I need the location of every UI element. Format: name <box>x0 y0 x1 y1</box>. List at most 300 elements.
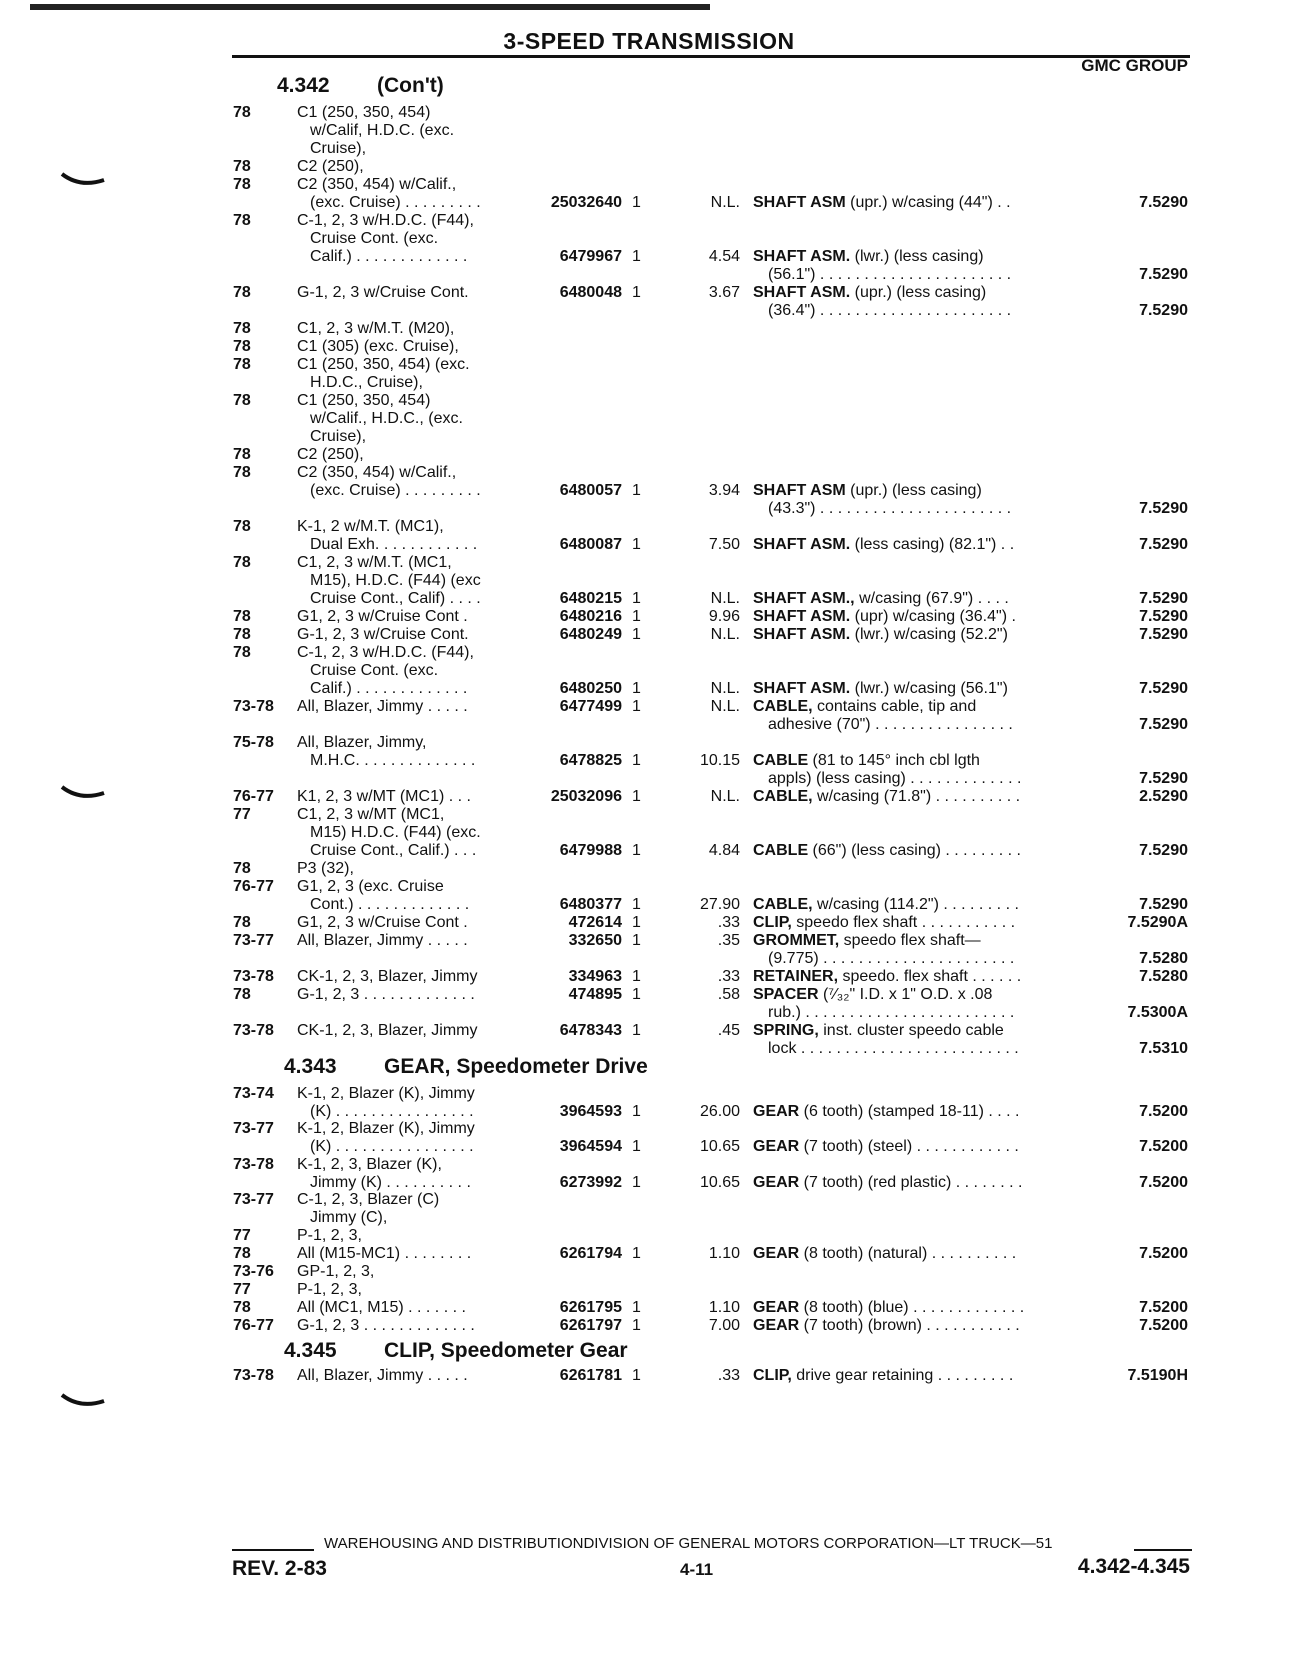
description <box>753 1317 1020 1335</box>
part-number: 6480249 <box>559 626 622 643</box>
model-year: 78 <box>233 554 251 571</box>
parts-line <box>0 788 1298 808</box>
application: (K) . . . . . . . . . . . . . . . . <box>310 1138 474 1155</box>
parts-line <box>0 590 1298 610</box>
group-number: 7.5200 <box>1139 1245 1188 1262</box>
quantity: 1 <box>632 1317 641 1334</box>
description-name: SHAFT ASM., <box>753 590 855 607</box>
description <box>753 536 1014 554</box>
description <box>753 1367 1013 1385</box>
group-number: 7.5290 <box>1139 302 1188 319</box>
model-year: 73-78 <box>233 1367 274 1384</box>
part-number: 6480377 <box>559 896 622 913</box>
application: G-1, 2, 3 w/Cruise Cont. <box>297 284 469 301</box>
description-detail: (66") (less casing) . . . . . . . . . <box>808 842 1021 859</box>
application: G-1, 2, 3 . . . . . . . . . . . . . <box>297 986 475 1003</box>
model-year: 78 <box>233 104 251 121</box>
section-title: CLIP, Speedometer Gear <box>384 1339 628 1362</box>
description-detail: drive gear retaining . . . . . . . . . <box>791 1367 1014 1384</box>
model-year: 78 <box>233 518 251 535</box>
description-name: GEAR <box>753 1138 800 1155</box>
parts-line <box>0 1227 1298 1247</box>
application: G1, 2, 3 w/Cruise Cont . <box>297 608 468 625</box>
parts-line <box>0 1120 1298 1140</box>
description-name: GEAR <box>753 1317 800 1334</box>
group-number: 7.5290 <box>1139 896 1188 913</box>
description <box>753 680 1008 698</box>
description <box>768 302 1011 320</box>
parts-line <box>0 914 1298 934</box>
model-year: 78 <box>233 1299 251 1316</box>
price: 9.96 <box>708 608 740 625</box>
parts-line <box>0 824 1298 844</box>
parts-line <box>0 338 1298 358</box>
parts-line <box>0 1245 1298 1265</box>
section-heading <box>277 74 444 98</box>
description <box>753 842 1021 860</box>
parts-line <box>0 428 1298 448</box>
description <box>753 896 1019 914</box>
parts-line <box>0 896 1298 916</box>
model-year: 78 <box>233 392 251 409</box>
description <box>753 1299 1024 1317</box>
quantity: 1 <box>632 194 641 211</box>
application: K1, 2, 3 w/MT (MC1) . . . <box>297 788 471 805</box>
title-rule <box>232 55 1190 58</box>
group-number: 7.5190H <box>1127 1367 1188 1384</box>
group-number: 7.5280 <box>1139 968 1188 985</box>
model-year: 77 <box>233 1281 251 1298</box>
price: N.L. <box>710 680 740 697</box>
group-number: 7.5290 <box>1139 608 1188 625</box>
parts-line <box>0 212 1298 232</box>
description-detail: adhesive (70") . . . . . . . . . . . . . . . . <box>768 716 1013 733</box>
parts-line <box>0 284 1298 304</box>
price: 7.50 <box>708 536 740 553</box>
parts-line <box>0 1209 1298 1229</box>
application: w/Calif., H.D.C., (exc. <box>310 410 463 427</box>
description <box>768 950 1014 968</box>
revision-label: REV. 2-83 <box>232 1557 327 1580</box>
description <box>768 716 1013 734</box>
part-number: 332650 <box>568 932 622 949</box>
application: K-1, 2 w/M.T. (MC1), <box>297 518 444 535</box>
description-detail: w/casing (71.8") . . . . . . . . . . <box>812 788 1021 805</box>
description-name: SHAFT ASM. <box>753 626 851 643</box>
model-year: 78 <box>233 356 251 373</box>
application: M15) H.D.C. (F44) (exc. <box>310 824 481 841</box>
model-year: 78 <box>233 320 251 337</box>
application: Jimmy (K) . . . . . . . . . . <box>310 1174 471 1191</box>
group-number: 7.5290 <box>1139 500 1188 517</box>
group-number: 7.5200 <box>1139 1317 1188 1334</box>
application: (exc. Cruise) . . . . . . . . . <box>310 482 481 499</box>
part-number: 6261781 <box>559 1367 622 1384</box>
parts-line <box>0 716 1298 736</box>
application: C1 (250, 350, 454) <box>297 104 431 121</box>
part-number: 472614 <box>568 914 622 931</box>
section-title: (Con't) <box>377 74 444 97</box>
application: P-1, 2, 3, <box>297 1227 362 1244</box>
description-detail: w/casing (114.2") . . . . . . . . . <box>812 896 1019 913</box>
application: All, Blazer, Jimmy, <box>297 734 427 751</box>
application: P-1, 2, 3, <box>297 1281 362 1298</box>
description <box>753 914 1015 932</box>
description-detail: (upr) w/casing (36.4") . <box>850 608 1016 625</box>
parts-line <box>0 734 1298 754</box>
parts-line <box>0 1263 1298 1283</box>
quantity: 1 <box>632 1022 641 1039</box>
description-detail: appls) (less casing) . . . . . . . . . . . . . <box>768 770 1022 787</box>
parts-line <box>0 248 1298 268</box>
model-year: 78 <box>233 608 251 625</box>
parts-line <box>0 986 1298 1006</box>
description <box>753 932 981 950</box>
description <box>753 590 1009 608</box>
description <box>753 1022 1004 1040</box>
application: Cruise Cont. (exc. <box>310 662 439 679</box>
description-name: CABLE <box>753 752 809 769</box>
quantity: 1 <box>632 680 641 697</box>
application: C2 (350, 454) w/Calif., <box>297 176 457 193</box>
description-detail: speedo. flex shaft . . . . . . <box>838 968 1022 985</box>
parts-line <box>0 158 1298 178</box>
group-number: 7.5200 <box>1139 1138 1188 1155</box>
application: P3 (32), <box>297 860 354 877</box>
description-name: GROMMET, <box>753 932 840 949</box>
quantity: 1 <box>632 284 641 301</box>
model-year: 78 <box>233 464 251 481</box>
application: (K) . . . . . . . . . . . . . . . . <box>310 1103 474 1120</box>
group-number: 7.5310 <box>1139 1040 1188 1057</box>
parts-line <box>0 968 1298 988</box>
parts-line <box>0 104 1298 124</box>
description-name: SHAFT ASM. <box>753 284 851 301</box>
description-detail: (36.4") . . . . . . . . . . . . . . . . . . . . . . <box>768 302 1012 319</box>
model-year: 78 <box>233 212 251 229</box>
model-year: 78 <box>233 338 251 355</box>
price: 26.00 <box>699 1103 740 1120</box>
model-year: 78 <box>233 644 251 661</box>
parts-line <box>0 1022 1298 1042</box>
application: H.D.C., Cruise), <box>310 374 423 391</box>
application: CK-1, 2, 3, Blazer, Jimmy <box>297 968 478 985</box>
price: N.L. <box>710 698 740 715</box>
quantity: 1 <box>632 608 641 625</box>
part-number: 6480048 <box>559 284 622 301</box>
description <box>768 1040 1019 1058</box>
group-number: 7.5290 <box>1139 266 1188 283</box>
group-number: 7.5200 <box>1139 1103 1188 1120</box>
description-name: CLIP, <box>753 1367 792 1384</box>
parts-line <box>0 626 1298 646</box>
quantity: 1 <box>632 482 641 499</box>
description <box>753 1103 1019 1121</box>
part-number: 6261794 <box>559 1245 622 1262</box>
model-year: 78 <box>233 1245 251 1262</box>
price: 10.65 <box>699 1138 740 1155</box>
parts-line <box>0 1156 1298 1176</box>
parts-line <box>0 392 1298 412</box>
application: All (MC1, M15) . . . . . . . <box>297 1299 466 1316</box>
parts-line <box>0 860 1298 880</box>
model-year: 75-78 <box>233 734 274 751</box>
quantity: 1 <box>632 788 641 805</box>
parts-line <box>0 266 1298 286</box>
part-number: 6480087 <box>559 536 622 553</box>
group-number: 7.5290 <box>1139 194 1188 211</box>
application: C-1, 2, 3 w/H.D.C. (F44), <box>297 644 474 661</box>
application: K-1, 2, Blazer (K), Jimmy <box>297 1120 475 1137</box>
model-year: 78 <box>233 626 251 643</box>
description-name: GEAR <box>753 1299 800 1316</box>
model-year: 73-77 <box>233 1120 274 1137</box>
model-year: 73-77 <box>233 932 274 949</box>
description-name: SHAFT ASM <box>753 194 846 211</box>
section-number: 4.343 <box>284 1055 337 1078</box>
group-number: 7.5290 <box>1139 680 1188 697</box>
group-number: 7.5290 <box>1139 716 1188 733</box>
description-detail: (less casing) (82.1") . . <box>850 536 1015 553</box>
application: C1, 2, 3 w/M.T. (M20), <box>297 320 455 337</box>
footer-text: WAREHOUSING AND DISTRIBUTIONDIVISION OF GENERAL MOTORS CORPORATION—LT TRUCK—51 <box>324 1535 1053 1552</box>
description-name: CABLE, <box>753 698 813 715</box>
description <box>753 752 980 770</box>
quantity: 1 <box>632 536 641 553</box>
application: w/Calif, H.D.C. (exc. <box>310 122 455 139</box>
group-number: 7.5200 <box>1139 1299 1188 1316</box>
parts-line <box>0 698 1298 718</box>
price: .58 <box>717 986 740 1003</box>
part-number: 6261797 <box>559 1317 622 1334</box>
description-detail: (56.1") . . . . . . . . . . . . . . . . . . . . . . <box>768 266 1012 283</box>
quantity: 1 <box>632 1103 641 1120</box>
part-number: 6480057 <box>559 482 622 499</box>
description-detail: (7 tooth) (red plastic) . . . . . . . . <box>799 1174 1023 1191</box>
description <box>753 1245 1016 1263</box>
description <box>768 770 1021 788</box>
price: .33 <box>717 1367 740 1384</box>
parts-line <box>0 1317 1298 1337</box>
binder-hole-mark <box>60 172 106 188</box>
price: .35 <box>717 932 740 949</box>
model-year: 73-74 <box>233 1085 274 1102</box>
description <box>753 1174 1022 1192</box>
part-number: 6273992 <box>559 1174 622 1191</box>
description-name: SPRING, <box>753 1022 819 1039</box>
section-heading <box>284 1339 628 1363</box>
description-detail: (upr.) (less casing) <box>850 284 987 301</box>
price: 4.54 <box>708 248 740 265</box>
parts-line <box>0 1367 1298 1387</box>
description <box>753 1138 1019 1156</box>
model-year: 78 <box>233 176 251 193</box>
quantity: 1 <box>632 842 641 859</box>
application: C1 (305) (exc. Cruise), <box>297 338 459 355</box>
application: M.H.C. . . . . . . . . . . . . . <box>310 752 476 769</box>
parts-line <box>0 932 1298 952</box>
group-number: 7.5290 <box>1139 626 1188 643</box>
application: G1, 2, 3 w/Cruise Cont . <box>297 914 468 931</box>
group-number: 7.5290 <box>1139 590 1188 607</box>
price: 1.10 <box>708 1299 740 1316</box>
description-detail: (8 tooth) (blue) . . . . . . . . . . . . . <box>799 1299 1025 1316</box>
description-detail: (81 to 145° inch cbl lgth <box>808 752 980 769</box>
model-year: 76-77 <box>233 788 274 805</box>
model-year: 73-77 <box>233 1191 274 1208</box>
quantity: 1 <box>632 1367 641 1384</box>
price: 7.00 <box>708 1317 740 1334</box>
model-year: 73-78 <box>233 968 274 985</box>
group-number: 7.5300A <box>1127 1004 1188 1021</box>
description-detail: (8 tooth) (natural) . . . . . . . . . . <box>799 1245 1017 1262</box>
application: Cont.) . . . . . . . . . . . . . <box>310 896 470 913</box>
description-name: SPACER <box>753 986 819 1003</box>
model-year: 73-78 <box>233 1156 274 1173</box>
top-rule <box>30 4 710 10</box>
description <box>753 608 1016 626</box>
description-detail: (⁷⁄₃₂" I.D. x 1" O.D. x .08 <box>818 986 993 1003</box>
application: C1 (250, 350, 454) (exc. <box>297 356 470 373</box>
description-detail: (6 tooth) (stamped 18-11) . . . . <box>799 1103 1020 1120</box>
model-year: 73-76 <box>233 1263 274 1280</box>
part-number: 6480216 <box>559 608 622 625</box>
application: Cruise), <box>310 140 367 157</box>
description-name: SHAFT ASM <box>753 482 846 499</box>
parts-line <box>0 1004 1298 1024</box>
parts-line <box>0 1040 1298 1060</box>
description-detail: (lwr.) w/casing (56.1") <box>850 680 1008 697</box>
part-number: 334963 <box>568 968 622 985</box>
description-detail: (upr.) (less casing) <box>845 482 982 499</box>
parts-line <box>0 662 1298 682</box>
parts-line <box>0 518 1298 538</box>
group-number: 7.5290 <box>1139 842 1188 859</box>
group-number: 7.5290 <box>1139 536 1188 553</box>
model-year: 76-77 <box>233 1317 274 1334</box>
parts-line <box>0 500 1298 520</box>
quantity: 1 <box>632 1299 641 1316</box>
application: All, Blazer, Jimmy . . . . . <box>297 932 468 949</box>
part-number: 474895 <box>568 986 622 1003</box>
parts-line <box>0 140 1298 160</box>
model-year: 77 <box>233 1227 251 1244</box>
application: Dual Exh. . . . . . . . . . . . <box>310 536 478 553</box>
price: 10.65 <box>699 1174 740 1191</box>
price: .45 <box>717 1022 740 1039</box>
section-number: 4.345 <box>284 1339 337 1362</box>
application: Cruise Cont., Calif.) . . . <box>310 842 477 859</box>
model-year: 78 <box>233 158 251 175</box>
application: Calif.) . . . . . . . . . . . . . <box>310 680 468 697</box>
quantity: 1 <box>632 248 641 265</box>
description-detail: (7 tooth) (steel) . . . . . . . . . . . . <box>799 1138 1019 1155</box>
application: C-1, 2, 3 w/H.D.C. (F44), <box>297 212 474 229</box>
price: N.L. <box>710 590 740 607</box>
parts-line <box>0 1138 1298 1158</box>
section-number: 4.342 <box>277 74 330 97</box>
application: CK-1, 2, 3, Blazer, Jimmy <box>297 1022 478 1039</box>
description-detail: speedo flex shaft . . . . . . . . . . . <box>791 914 1016 931</box>
application: C1, 2, 3 w/MT (MC1, <box>297 806 445 823</box>
group-label: GMC GROUP <box>1081 56 1188 75</box>
page-number: 4-11 <box>680 1560 714 1579</box>
parts-line <box>0 878 1298 898</box>
application: C-1, 2, 3, Blazer (C) <box>297 1191 440 1208</box>
parts-line <box>0 464 1298 484</box>
parts-line <box>0 374 1298 394</box>
parts-line <box>0 194 1298 214</box>
description <box>753 788 1020 806</box>
part-number: 6480215 <box>559 590 622 607</box>
part-number: 3964594 <box>559 1138 622 1155</box>
quantity: 1 <box>632 932 641 949</box>
application: Cruise), <box>310 428 367 445</box>
application: GP-1, 2, 3, <box>297 1263 375 1280</box>
price: 4.84 <box>708 842 740 859</box>
footer-rule-left <box>232 1549 314 1551</box>
part-number: 6477499 <box>559 698 622 715</box>
model-year: 78 <box>233 446 251 463</box>
footer-rule-right <box>1134 1549 1192 1551</box>
parts-line <box>0 950 1298 970</box>
price: .33 <box>717 968 740 985</box>
model-year: 76-77 <box>233 878 274 895</box>
model-year: 78 <box>233 986 251 1003</box>
quantity: 1 <box>632 626 641 643</box>
quantity: 1 <box>632 914 641 931</box>
parts-line <box>0 644 1298 664</box>
parts-line <box>0 536 1298 556</box>
description <box>768 500 1011 518</box>
price: 27.90 <box>699 896 740 913</box>
description <box>753 698 976 716</box>
parts-line <box>0 752 1298 772</box>
group-number: 7.5290A <box>1127 914 1188 931</box>
description <box>753 284 986 302</box>
part-number: 25032096 <box>550 788 622 805</box>
parts-line <box>0 1281 1298 1301</box>
part-number: 25032640 <box>550 194 622 211</box>
quantity: 1 <box>632 698 641 715</box>
description-detail: lock . . . . . . . . . . . . . . . . . . . . . . . . . <box>768 1040 1019 1057</box>
model-year: 73-78 <box>233 1022 274 1039</box>
price: 3.94 <box>708 482 740 499</box>
description <box>753 986 992 1004</box>
description <box>768 1004 1014 1022</box>
quantity: 1 <box>632 752 641 769</box>
page-title: 3-SPEED TRANSMISSION <box>503 28 795 54</box>
description-name: CABLE, <box>753 896 813 913</box>
application: K-1, 2, Blazer (K), Jimmy <box>297 1085 475 1102</box>
section-title: GEAR, Speedometer Drive <box>384 1055 648 1078</box>
application: C2 (250), <box>297 446 364 463</box>
application: Cruise Cont. (exc. <box>310 230 439 247</box>
parts-line <box>0 1085 1298 1105</box>
description <box>768 266 1011 284</box>
group-number: 7.5280 <box>1139 950 1188 967</box>
part-number: 6480250 <box>559 680 622 697</box>
description <box>753 482 982 500</box>
description-detail: (43.3") . . . . . . . . . . . . . . . . . . . . . . <box>768 500 1012 517</box>
description-detail: (7 tooth) (brown) . . . . . . . . . . . <box>799 1317 1020 1334</box>
description-name: SHAFT ASM. <box>753 680 851 697</box>
description-name: GEAR <box>753 1245 800 1262</box>
application: (exc. Cruise) . . . . . . . . . <box>310 194 481 211</box>
description-detail: inst. cluster speedo cable <box>818 1022 1004 1039</box>
description-detail: rub.) . . . . . . . . . . . . . . . . . . . . . . . . <box>768 1004 1015 1021</box>
description-name: CABLE, <box>753 788 813 805</box>
